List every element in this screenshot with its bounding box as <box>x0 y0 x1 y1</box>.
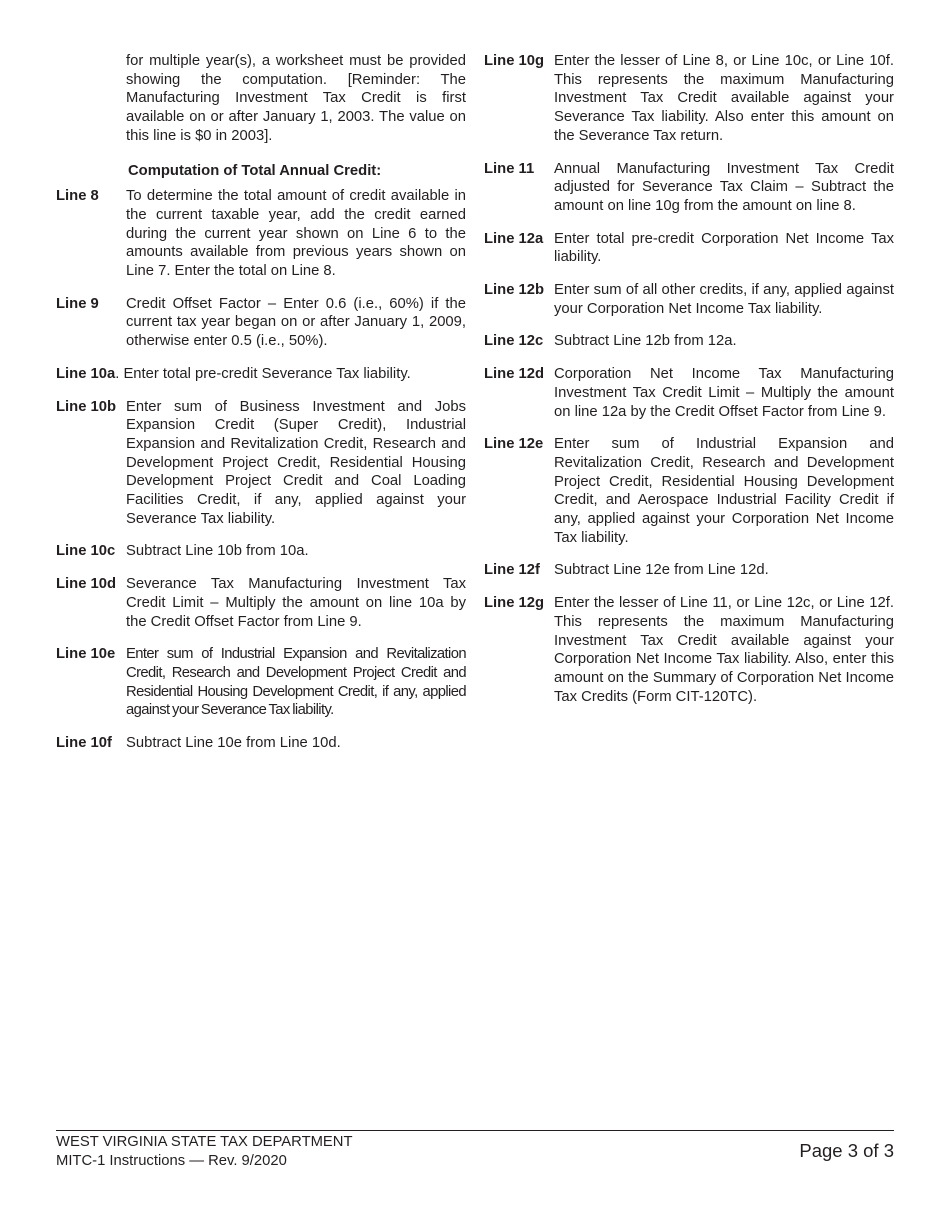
line-8-entry <box>56 187 466 281</box>
right-column <box>484 52 894 720</box>
line-label: Line 11 <box>484 160 535 177</box>
line-10a-entry <box>56 365 466 384</box>
line-label: Line 12f <box>484 562 540 579</box>
line-12c-entry <box>484 332 894 351</box>
line-label: Line 12a <box>484 230 544 247</box>
line-text: Enter sum of Business Investment and Jobs Expansion Credit (Super Credit), Industrial Expansion and Revitalization Credit, Research and Development Project Credit, Residential Housing Development Project Credit and Coal Loading Facilities Credit, if any, applied against your Severance Tax liability. <box>126 398 466 527</box>
line-label: Line 12g <box>484 595 545 612</box>
section-subheading: Computation of Total Annual Credit: <box>128 162 382 179</box>
line-11-entry <box>484 160 894 216</box>
line-12a-entry <box>484 230 894 267</box>
line-12d-entry <box>484 365 894 421</box>
footer-divider <box>56 1130 894 1131</box>
line-text: Corporation Net Income Tax Manufacturing Investment Tax Credit Limit – Multiply the amount on line 12a by the Credit Offset Factor from Line 9. <box>554 366 894 420</box>
line-text: Enter sum of Industrial Expansion and Revitalization Credit, Research and Development Project Credit and Residential Housing Development Credit, if any, applied against your Severance Tax liability. <box>126 646 466 719</box>
line-text: Enter the lesser of Line 11, or Line 12c, or Line 12f. This represents the maximum Manufacturing Investment Tax Credit available against your Corporation Net Income Tax liability. Also, enter this amount on the Summary of Corporation Net Income Tax Credits (Form CIT-120TC). <box>554 595 894 705</box>
line-text: . Enter total pre-credit Severance Tax liability. <box>115 365 411 382</box>
line-label: Line 9 <box>56 295 99 312</box>
line-text: Enter total pre-credit Corporation Net Income Tax liability. <box>554 230 894 266</box>
line-text: Subtract Line 12b from 12a. <box>554 333 737 350</box>
line-10f-entry <box>56 734 466 753</box>
line-10b-entry <box>56 398 466 529</box>
line-label: Line 10a <box>56 365 116 382</box>
line-label: Line 10e <box>56 646 116 663</box>
line-label: Line 10f <box>56 735 112 752</box>
line-label: Line 12e <box>484 436 544 453</box>
line-label: Line 10c <box>56 543 116 560</box>
line-text: Severance Tax Manufacturing Investment Tax Credit Limit – Multiply the amount on line 10a by the Credit Offset Factor from Line 9. <box>126 576 466 630</box>
line-label: Line 12c <box>484 333 544 350</box>
line-12f-entry <box>484 561 894 580</box>
continuation-text: for multiple year(s), a worksheet must be provided showing the computation. [Reminder: The Manufacturing Investment Tax Credit is first available on or after January 1, 2003. The value on this line is $0 in 2003]. <box>126 53 466 144</box>
footer-info <box>56 1133 353 1171</box>
line-label: Line 12b <box>484 282 545 299</box>
line-text: Subtract Line 12e from Line 12d. <box>554 562 769 579</box>
line-10d-entry <box>56 575 466 631</box>
line-label: Line 10d <box>56 576 117 593</box>
left-column <box>56 52 466 767</box>
line-text: Enter sum of all other credits, if any, applied against your Corporation Net Income Tax liability. <box>554 282 894 317</box>
line-label: Line 10b <box>56 398 117 415</box>
line-10g-entry <box>484 52 894 146</box>
line-12g-entry <box>484 594 894 706</box>
line-text: Enter the lesser of Line 8, or Line 10c, or Line 10f. This represents the maximum Manufacturing Investment Tax Credit available against your Severance Tax liability. Also enter this amount on the Severance Tax return. <box>554 53 894 144</box>
line-10e-entry <box>56 645 466 720</box>
line-text: Subtract Line 10e from Line 10d. <box>126 735 341 752</box>
line-12e-entry <box>484 435 894 547</box>
line-label: Line 10g <box>484 53 545 69</box>
line-10c-entry <box>56 542 466 561</box>
line-text-wrap <box>56 365 466 384</box>
line-text: Annual Manufacturing Investment Tax Credit adjusted for Severance Tax Claim – Subtract the amount on line 10g from the amount on line 8. <box>554 160 894 214</box>
page-number: Page 3 of 3 <box>799 1140 894 1161</box>
line-label: Line 12d <box>484 366 545 383</box>
line-text: To determine the total amount of credit available in the current taxable year, add the credit earned during the current year shown on Line 6 to the amounts available from previous years shown on Line 7. Enter the total on Line 8. <box>126 188 466 280</box>
line-text: Enter sum of Industrial Expansion and Revitalization Credit, Research and Development Project Credit, Residential Housing Development Credit, and Aerospace Industrial Facility Credit if any, applied against your Corporation Net Income Tax liability. <box>554 436 894 546</box>
line-text: Subtract Line 10b from 10a. <box>126 543 309 560</box>
line-12b-entry <box>484 281 894 318</box>
line-9-entry <box>56 295 466 351</box>
department-name: WEST VIRGINIA STATE TAX DEPARTMENT <box>56 1134 353 1150</box>
line-text: Credit Offset Factor – Enter 0.6 (i.e., 60%) if the current tax year began on or after January 1, 2009, otherwise enter 0.5 (i.e., 50%). <box>126 295 466 350</box>
line-label: Line 8 <box>56 188 99 205</box>
form-revision: MITC-1 Instructions — Rev. 9/2020 <box>56 1153 287 1169</box>
